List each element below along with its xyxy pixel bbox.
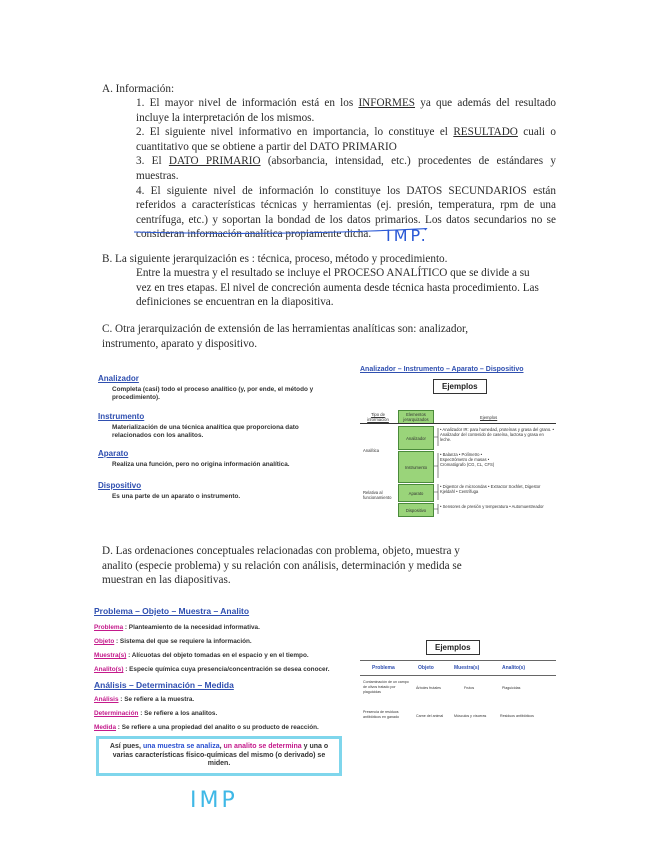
element-cell: Analizador xyxy=(398,426,434,450)
slide-tools-definitions xyxy=(98,374,334,501)
slide-concepts-examples xyxy=(360,640,556,730)
example-text: • Digestor de microondas • Extractor Soxhlet, Digestor Kjeldahl • Centrífuga xyxy=(440,484,541,494)
col-header: Analito(s) xyxy=(502,665,526,671)
concept-def: Determinación : Se refiere a los analitos. xyxy=(94,710,218,717)
tool-def xyxy=(98,374,334,402)
section-d-text: D. Las ordenaciones conceptuales relacionadas con problema, objeto, muestra y analito (especie problema) y su relación con análisis, determinación y medida se muestran en las diapositivas. xyxy=(102,545,462,587)
tool-def xyxy=(98,412,334,440)
example-text: • Balanza • Polímetro • Espectrómetro de masas • Cromatógrafo (CG, CL, CFS) xyxy=(440,452,495,467)
section-c-text: C. Otra jerarquización de extensión de las herramientas analíticas son: analizador, instrumento, aparato y dispositivo. xyxy=(102,323,469,350)
slide-title: Problema – Objeto – Muestra – Analito xyxy=(94,606,250,616)
tool-desc: Realiza una función, pero no origina información analítica. xyxy=(112,461,290,468)
highlight-box xyxy=(96,736,342,776)
tool-title: Instrumento xyxy=(98,412,145,421)
tool-def xyxy=(98,449,334,469)
slide-concepts xyxy=(94,606,344,738)
concept-def: Problema : Planteamiento de la necesidad informativa. xyxy=(94,624,260,631)
group-label: Relativa al funcionamiento xyxy=(363,490,392,500)
table-cell: Presencia de residuos antibióticos en ganado xyxy=(363,710,399,719)
concept-def: Medida : Se refiere a una propiedad del analito o su producto de reacción. xyxy=(94,724,319,731)
section-a-item-3: 3. El DATO PRIMARIO (absorbancia, intensidad, etc.) procedentes de estándares y muestras. xyxy=(136,155,556,182)
bracket-lines xyxy=(432,426,442,516)
highlight-text: Así pues, una muestra se analiza, un analito se determina y una o varias características físico-químicas del mismo (o derivado) se miden. xyxy=(109,743,329,767)
slide-title: Analizador – Instrumento – Aparato – Dispositivo xyxy=(360,366,524,373)
section-a-heading: A. Información: xyxy=(102,83,175,95)
slide-tools-examples xyxy=(360,366,556,522)
col-tipo: Tipo de información xyxy=(367,412,389,422)
tool-def xyxy=(98,481,334,501)
section-b-paragraph: Entre la muestra y el resultado se incluye el PROCESO ANALÍTICO que se divide a su vez en tres etapas. El nivel de concreción aumenta desde técnica hasta procedimiento. Las definiciones se encuentran en la diapositiva. xyxy=(136,267,539,309)
concept-def: Muestra(s) : Alícuotas del objeto tomadas en el espacio y en el tiempo. xyxy=(94,652,309,659)
element-cell: Dispositivo xyxy=(398,503,434,517)
example-text: • Analizador IR: para humedad, proteínas y grasa del grano. • Analizador del contenido de caseína, lactosa y grasa en leche. xyxy=(440,427,554,442)
concept-def: Analito(s) : Especie química cuya presencia/concentración se desea conocer. xyxy=(94,666,330,673)
tool-desc: Completa (casi) todo el proceso analítico (y, por ende, el método y procedimiento). xyxy=(112,386,314,401)
imp-note-a: IMP. xyxy=(386,226,429,245)
element-cell: Aparato xyxy=(398,484,434,502)
concept-defs xyxy=(94,696,344,732)
tool-desc: Es una parte de un aparato o instrumento. xyxy=(112,493,241,500)
group-label: Analítica xyxy=(363,448,380,453)
table-rule xyxy=(360,660,556,661)
imp-note-d: IMP xyxy=(190,788,238,813)
section-a-item-1: 1. El mayor nivel de información está en los INFORMES ya que además del resultado incluye la interpretación de los mismos. xyxy=(136,97,557,124)
table-cell: Árboles frutales xyxy=(416,686,441,690)
section-a-item-2: 2. El siguiente nivel informativo en importancia, lo constituye el RESULTADO cuali o cuantitativo que se obtiene a partir del DATO PRIMARIO xyxy=(136,126,556,153)
tool-title: Analizador xyxy=(98,374,139,383)
ejemplos-label: Ejemplos xyxy=(433,379,487,394)
table-cell: Contaminación de un campo de olivos tratado por plaguicidas xyxy=(363,680,409,694)
handwritten-underline xyxy=(130,218,430,236)
table-cell: Residuos antibióticos xyxy=(500,714,534,718)
example-text: • Sensores de presión y temperatura • Automuestreador xyxy=(440,504,544,509)
concept-defs xyxy=(94,624,344,674)
table-cell: Carne del animal xyxy=(416,714,444,718)
table-cell: Plaguicidas xyxy=(502,686,521,690)
concept-def: Objeto : Sistema del que se requiere la información. xyxy=(94,638,252,645)
table-cell: Frutos xyxy=(464,686,475,690)
tool-title: Aparato xyxy=(98,449,129,458)
ejemplos-label: Ejemplos xyxy=(426,640,480,655)
concept-def: Análisis : Se refiere a la muestra. xyxy=(94,696,195,703)
col-elementos: Elementos jerarquizados xyxy=(398,410,434,424)
col-header: Objeto xyxy=(418,665,434,671)
table-cell: Músculos y vísceras xyxy=(454,714,487,718)
col-ejemplos: Ejemplos xyxy=(480,415,498,420)
section-b-line: B. La siguiente jerarquización es : técnica, proceso, método y procedimiento. xyxy=(102,253,448,265)
tool-desc: Materialización de una técnica analítica que proporciona dato relacionados con los analitos. xyxy=(112,424,299,439)
table-rule xyxy=(360,423,556,424)
col-header: Problema xyxy=(372,665,395,671)
tool-title: Dispositivo xyxy=(98,481,142,490)
slide-title: Análisis – Determinación – Medida xyxy=(94,680,234,690)
section-a-item-4: 4. El siguiente nivel de información lo constituye los DATOS SECUNDARIOS están referidos a características técnicas y herramientas (ej. presión, temperatura, rpm de una centrífuga, etc.) y soportan la bondad de los datos primarios. Los datos secundarios no se consideran información analítica propiamente dicha. xyxy=(136,184,556,241)
element-cell: Instrumento xyxy=(398,451,434,483)
table-rule xyxy=(360,675,556,676)
col-header: Muestra(s) xyxy=(454,665,480,671)
